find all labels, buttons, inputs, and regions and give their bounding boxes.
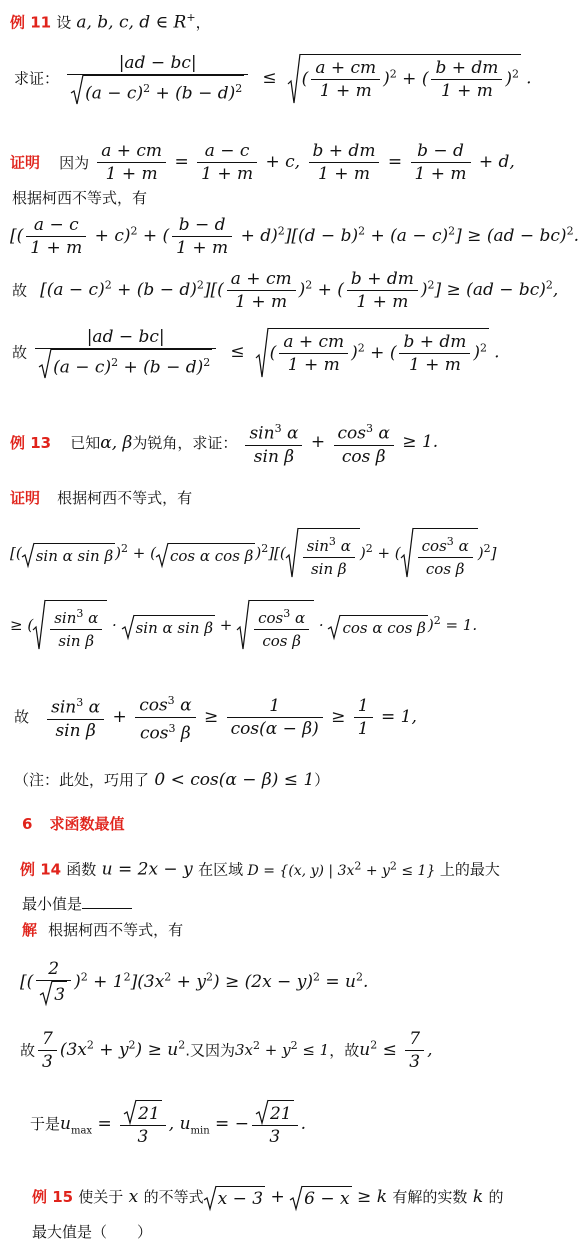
example-11-text: 设 [56, 13, 72, 32]
proof-13-intro [10, 488, 192, 508]
example-13-text: 已知 [70, 433, 101, 452]
solution-14-intro-text: 根据柯西不等式，有 [48, 921, 184, 939]
proof-13-therefore: 故 [14, 708, 30, 727]
example-15-t4: 的 [488, 1188, 504, 1206]
solution-14-then: 于是 [30, 1115, 61, 1133]
note-13-formula: 0 < cos(α − β) ≤ 1 [149, 770, 315, 790]
example-15-line-2-text: 最大值是（ ） [32, 1223, 153, 1241]
solution-14-line-3: 故 $\frac{7}{3}$ $(3x^2 + y^2) \ge u^2$.又因为$3x^2 + y^2 \le 1$，故$u^2$ ≤ $\frac{7}{3}$ , [20, 1029, 433, 1072]
proof-13-intro-text: 根据柯西不等式，有 [57, 489, 193, 507]
example-14-line-2 [22, 894, 132, 914]
proof-11-line-1 [10, 140, 515, 185]
proof-11-line-5: 故 $\frac{|ad - bc|}{(a - c)^2 + (b - d)^2}$ ≤ ( $\frac{a + cm}{1 + m}$ )$^2$ + ( $\frac{b + dm}{1 + m}$ )$^2$ . [12, 327, 500, 378]
proof-11-therefore-2: 故 [12, 343, 28, 362]
example-15-t2: 的不等式 [143, 1188, 204, 1206]
example-14-tag: 例 14 [20, 860, 62, 879]
solution-14-because: .又因为 [185, 1041, 235, 1060]
proof-13-line-2: [( sin α sin β )$^2$ + ( cos α cos β )$^2$][( $\frac{\sin^3 \alpha}{\text{sin β}}$ )$^2$ + ( $\frac{\cos^3 \alpha}{\text{cos β}}$ )$^2$] [10, 528, 496, 580]
claim-label: 求证： [14, 69, 60, 88]
example-15-statement: 例 15 使关于 x 的不等式 x − 3 + 6 − x ≥ k 有解的实数 k 的 [32, 1187, 504, 1209]
proof-11-intro [12, 188, 147, 208]
note-13-tail: ） [314, 771, 330, 789]
claim-lhs-fraction: $\frac{|ad - bc|}{(a - c)^2 + (b - d)^2}$ [67, 52, 248, 105]
proof-11-identity: $\frac{a + cm}{1 + m}$ = $\frac{a - c}{1 + m}$ + c, $\frac{b + dm}{1 + m}$ = $\frac{b - d}{1 + m}$ + d, [94, 152, 515, 172]
claim-rhs-root: ( $\frac{a + cm}{1 + m}$ )$^2$ + ( $\frac{b + dm}{1 + m}$ )$^2$ [288, 54, 521, 102]
example-15-tag: 例 15 [32, 1188, 74, 1206]
example-13-tag: 例 13 [10, 433, 52, 452]
example-15-t3: 有解的实数 [392, 1188, 468, 1206]
example-11-claim: 求证： $\frac{|ad - bc|}{(a - c)^2 + (b - d)^2}$ ≤ ( $\frac{a + cm}{1 + m}$ )$^2$ + ( $\frac{b + dm}{1 + m}$ )$^2$ . [14, 53, 532, 104]
solution-14-intro [22, 920, 183, 940]
example-11-plus: + [186, 11, 196, 24]
section-6-heading [22, 814, 125, 834]
section-6-number: 6 [22, 815, 33, 833]
example-11-vars: a, b, c, d ∈ R [76, 12, 187, 33]
proof-11-intro-text: 根据柯西不等式，有 [12, 189, 148, 207]
example-11-tail: ， [195, 13, 211, 32]
answer-blank [82, 894, 132, 909]
example-14-t2: 在区域 [198, 860, 244, 879]
solution-14-line-4: 于是$u_{max}$ = $\frac{21}{3}$ , $u_{min}$ = − $\frac{21}{3}$ . [30, 1100, 306, 1148]
proof-11-line-3: [( $\frac{a - c}{1 + m}$ + c)$^2$ + ( $\frac{b - d}{1 + m}$ + $d)^2][(d - b)^2 + (a - c)^2] \ge (ad - bc)^2$. [10, 215, 579, 258]
example-15-line-2 [32, 1222, 152, 1242]
proof-11-line-4: 故 $[(a - c)^2 + (b - d)^2]$[( $\frac{a + cm}{1 + m}$ )$^2$ + ( $\frac{b + dm}{1 + m}$ )$^2$] ≥ (ad − bc)$^2$, [12, 269, 559, 312]
example-14-t1: 函数 [66, 860, 97, 879]
proof-13-line-4: 故 $\frac{\sin^3 \alpha}{\text{sin β}}$ + $\frac{\cos^3 \alpha}{\cos^3 \beta}$ ≥ $\frac{1}{\cos(\alpha - \beta)}$ ≥ $\frac{1}{1}$ = 1, [14, 690, 417, 744]
example-13-vars: α, β [100, 432, 133, 453]
proof-13-line-3: ≥ ( $\frac{\sin^3 \alpha}{\text{sin β}}$ · sin α sin β + $\frac{\cos^3 \alpha}{\text{cos β}}$ · cos α cos β )$^2$ = 1. [10, 600, 477, 652]
note-13 [14, 770, 329, 790]
solution-14-tag: 解 [22, 921, 38, 939]
example-14-t3: 上的最大 [439, 860, 500, 879]
solution-14-therefore: 故 [20, 1041, 36, 1060]
example-14-line-2-text: 最小值是 [22, 895, 83, 913]
example-15-t1: 使关于 [78, 1188, 124, 1206]
example-13-statement: 例 13 已知α, β为锐角，求证： $\frac{\sin^3 \alpha}{\text{sin β}}$ + $\frac{\cos^3 \alpha}{\text{cos β}}$ ≥ 1. [10, 418, 438, 468]
example-11-statement [10, 8, 211, 32]
example-14-statement: 例 14 函数 u = 2x − y 在区域 D = {(x, y) | $3x^2 + y^2 \le 1$} 上的最大 [20, 859, 500, 880]
example-13-mid: 为锐角，求证： [132, 433, 238, 452]
solution-14-so: ，故 [329, 1041, 360, 1060]
example-11-tag: 例 11 [10, 13, 52, 32]
proof-13-tag: 证明 [10, 489, 41, 507]
solution-14-line-2: [( $\frac{2}{3}$ )$^2 + 1^2](3x^2 + y^2) \ge (2x - y)^2 = u^2$. [20, 959, 369, 1005]
section-6-title: 求函数最值 [49, 815, 125, 833]
proof-11-therefore-1: 故 [12, 281, 28, 300]
note-13-text: （注：此处，巧用了 [14, 771, 150, 789]
proof-11-tag: 证明 [10, 153, 41, 172]
proof-11-because: 因为 [59, 153, 90, 172]
